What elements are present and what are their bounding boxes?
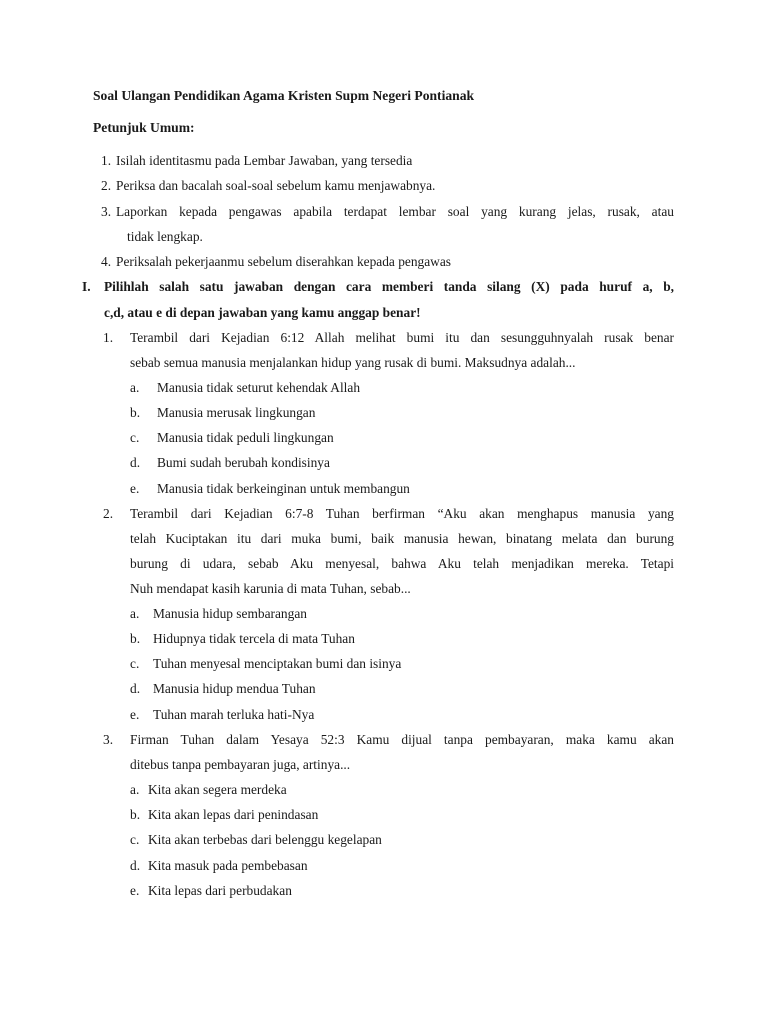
document-page: Soal Ulangan Pendidikan Agama Kristen Supm Negeri Pontianak Petunjuk Umum: 1. Isilah identitasmu pada Lembar Jawaban, yang tersedia 2. Periksa dan bacalah soal-soal sebelum kamu menjawabnya. 3. Laporkan kepada pengawas apabila terdapat lembar soal yang kurang jelas, rusak, atau tidak lengkap. 4. Periksalah pekerjaanmu sebelum diserahkan kepada pengawas I. Pilihlah salah satu jawaban dengan cara memberi tanda silang (X) pada huruf a, b, c,d, atau e di depan jawaban yang kamu anggap benar! 1. Terambil dari Kejadian 6:12 Allah melihat bumi itu dan sesungguhnyalah rusak benar sebab semua manusia menjalankan hidup yang rusak di bumi. Maksudnya adalah... a. Manusia tidak seturut kehendak Allah b. Manusia merusak lingkungan c. Manusia tidak peduli lingkungan d. Bumi sudah berubah kondisinya e. Manusia tidak berkeinginan untuk membangun 2. Terambil dari Kejadian 6:7-8 Tuhan berfirman “Aku akan menghapus manusia yang telah Kuciptakan itu dari muka bumi, baik manusia hewan, binatang melata dan burung burung di udara, sebab Aku menyesal, bahwa Aku telah menjadikan mereka. Tetapi Nuh mendapat kasih karunia di mata Tuhan, sebab... a. Manusia hidup sembarangan b. Hidupnya tidak tercela di mata Tuhan c. Tuhan menyesal menciptakan bumi dan isinya d. Manusia hidup mendua Tuhan e. Tuhan marah terluka hati-Nya 3. Firman Tuhan dalam Yesaya 52:3 Kamu dijual tanpa pembayaran, maka kamu akan ditebus tanpa pembayaran juga, artinya... a. Kita akan segera merdeka b. Kita akan lepas dari penindasan c. Kita akan terbebas dari belenggu kegelapan d. Kita masuk pada pembebasan e. Kita lepas dari perbudakan: [82, 88, 674, 898]
page-title: Soal Ulangan Pendidikan Agama Kristen Supm Negeri Pontianak: [93, 88, 475, 103]
instructions-heading: Petunjuk Umum:: [93, 120, 195, 135]
